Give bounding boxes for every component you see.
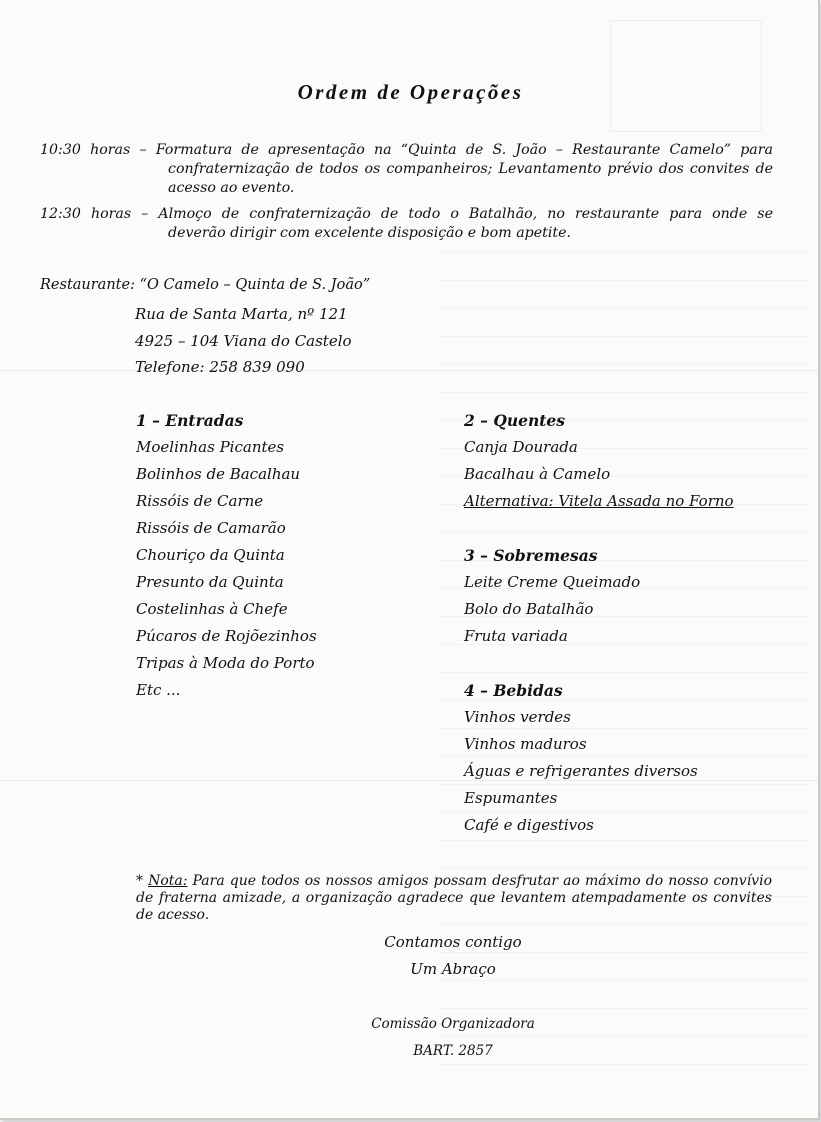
note-label: Nota:	[148, 873, 188, 889]
note-paragraph	[136, 873, 772, 924]
entradas-item: Rissóis de Carne	[136, 492, 264, 510]
quentes-title: 2 – Quentes	[464, 411, 565, 430]
sobremesas-item: Fruta variada	[464, 627, 568, 645]
entradas-item: Chouriço da Quinta	[136, 546, 285, 564]
sobremesas-item: Leite Creme Queimado	[464, 573, 641, 591]
battalion-id: BART. 2857	[413, 1043, 493, 1059]
entradas-item: Presunto da Quinta	[136, 573, 284, 591]
entradas-item: Moelinhas Picantes	[136, 438, 285, 456]
restaurant-street: Rua de Santa Marta, nº 121	[135, 305, 348, 323]
schedule-text-rest: deverão dirigir com excelente disposição e bom apetite.	[168, 225, 571, 241]
schedule-text: Almoço de confraternização de todo o Batalhão, no restaurante para onde se	[158, 206, 773, 222]
quentes-item: Bacalhau à Camelo	[464, 465, 611, 483]
page-title: Ordem de Operações	[297, 80, 524, 104]
bebidas-item: Vinhos maduros	[464, 735, 587, 753]
sobremesas-item: Bolo do Batalhão	[464, 600, 594, 618]
entradas-item: Costelinhas à Chefe	[136, 600, 288, 618]
schedule-time: 10:30 horas	[40, 142, 131, 158]
quentes-item: Canja Dourada	[464, 438, 578, 456]
schedule-time: 12:30 horas	[40, 206, 132, 222]
entradas-item: Etc ...	[136, 681, 181, 699]
sobremesas-title: 3 – Sobremesas	[464, 546, 598, 565]
restaurant-postal: 4925 – 104 Viana do Castelo	[135, 332, 352, 350]
organizing-committee: Comissão Organizadora	[371, 1016, 535, 1032]
entradas-title: 1 – Entradas	[136, 411, 244, 430]
schedule-first-line	[40, 205, 773, 224]
schedule-text: Formatura de apresentação na “Quinta de S. João – Restaurante Camelo” para	[155, 142, 773, 158]
closing-line-2: Um Abraço	[410, 960, 496, 978]
entradas-item: Rissóis de Camarão	[136, 519, 286, 537]
bebidas-title: 4 – Bebidas	[464, 681, 563, 700]
bebidas-item: Café e digestivos	[464, 816, 594, 834]
bebidas-item: Espumantes	[464, 789, 558, 807]
restaurant-phone: Telefone: 258 839 090	[135, 358, 305, 376]
entradas-item: Bolinhos de Bacalhau	[136, 465, 301, 483]
closing-line-1: Contamos contigo	[384, 933, 522, 951]
restaurant-label: Restaurante: “O Camelo – Quinta de S. João”	[40, 277, 371, 293]
schedule-text-rest: confraternização de todos os companheiros; Levantamento prévio dos convites de acesso ao evento.	[168, 161, 773, 196]
schedule-dash: –	[139, 142, 147, 158]
entradas-item: Púcaros de Rojõezinhos	[136, 627, 317, 645]
schedule-first-line	[40, 141, 773, 160]
note-text: Para que todos os nossos amigos possam desfrutar ao máximo do nosso convívio de fraterna amizade, a organização agradece que levantem atempadamente os convites de acesso.	[136, 873, 772, 923]
bebidas-item: Águas e refrigerantes diversos	[464, 762, 698, 780]
note-star: *	[136, 873, 143, 889]
quentes-item-alternative: Alternativa: Vitela Assada no Forno	[464, 492, 734, 510]
schedule-dash: –	[141, 206, 149, 222]
entradas-item: Tripas à Moda do Porto	[136, 654, 315, 672]
faded-stamp	[610, 20, 762, 132]
bebidas-item: Vinhos verdes	[464, 708, 571, 726]
